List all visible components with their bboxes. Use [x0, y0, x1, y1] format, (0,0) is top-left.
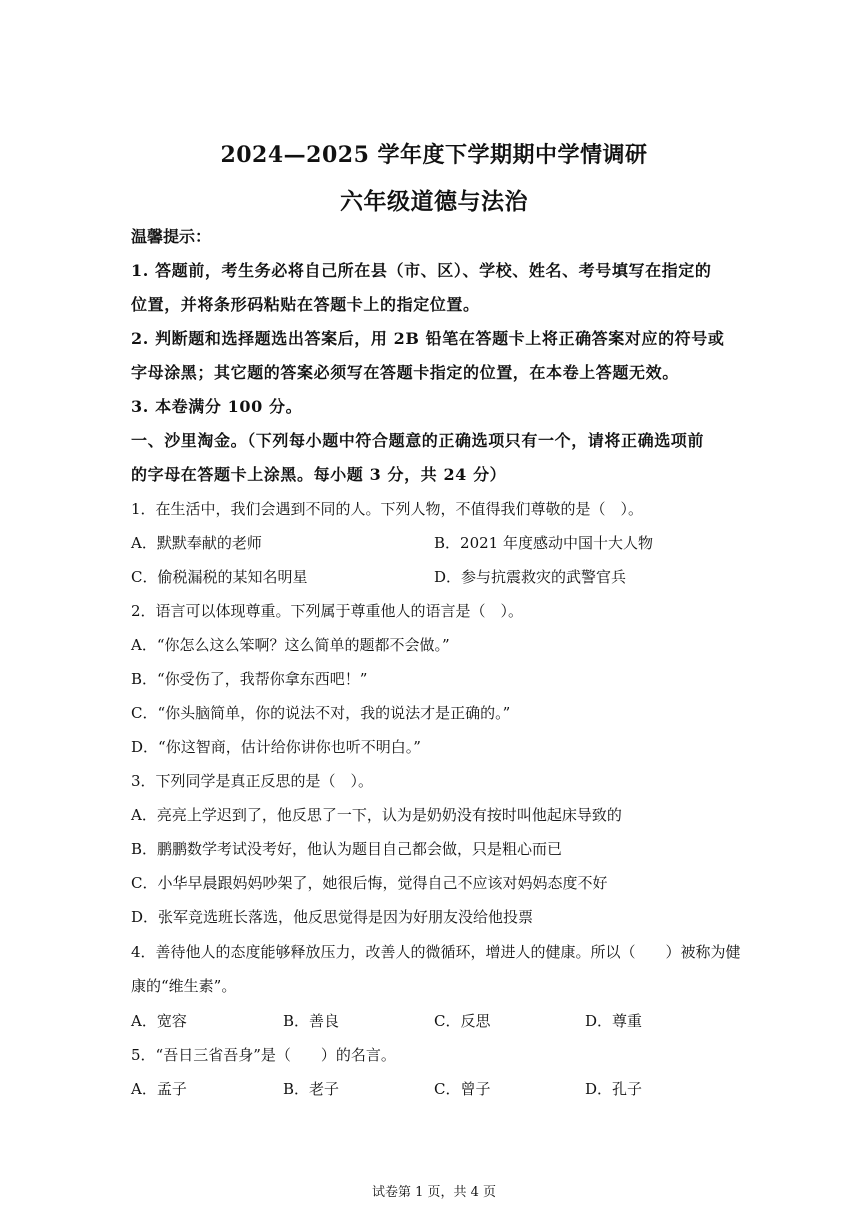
question-option: A．默默奉献的老师	[131, 534, 262, 552]
notice-line: 2. 判断题和选择题选出答案后，用 2B 铅笔在答题卡上将正确答案对应的符号或	[131, 329, 725, 348]
question-option: C．反思	[434, 1012, 491, 1030]
question-stem: 4．善待他人的态度能够释放压力，改善人的微循环，增进人的健康。所以（ ）被称为健	[131, 943, 741, 961]
question-option: D．尊重	[585, 1012, 643, 1030]
question-option: A．“你怎么这么笨啊？这么简单的题都不会做。”	[131, 636, 450, 654]
notice-heading: 温馨提示：	[131, 227, 212, 246]
question-option: A．宽容	[131, 1012, 187, 1030]
question-option: B．善良	[283, 1012, 340, 1030]
question-option: D．“你这智商，估计给你讲你也听不明白。”	[131, 738, 421, 756]
notice-line: 字母涂黑；其它题的答案必须写在答题卡指定的位置，在本卷上答题无效。	[131, 363, 679, 382]
question-option: D．张军竞选班长落选，他反思觉得是因为好朋友没给他投票	[131, 908, 534, 926]
notice-line: 3. 本卷满分 100 分。	[131, 397, 303, 416]
question-option: B．2021 年度感动中国十大人物	[434, 534, 653, 552]
question-option: C．偷税漏税的某知名明星	[131, 568, 308, 586]
question-option: A．孟子	[131, 1080, 187, 1098]
exam-subtitle: 六年级道德与法治	[340, 188, 528, 215]
question-option: A．亮亮上学迟到了，他反思了一下，认为是奶奶没有按时叫他起床导致的	[131, 806, 622, 824]
question-stem: 5．“吾日三省吾身”是（ ）的名言。	[131, 1046, 396, 1064]
notice-line: 1. 答题前，考生务必将自己所在县（市、区）、学校、姓名、考号填写在指定的	[131, 261, 712, 280]
question-option: C．小华早晨跟妈妈吵架了，她很后悔，觉得自己不应该对妈妈态度不好	[131, 874, 608, 892]
section-heading: 一、沙里淘金。（下列每小题中符合题意的正确选项只有一个，请将正确选项前	[131, 431, 705, 450]
question-option: B．鹏鹏数学考试没考好，他认为题目自己都会做，只是粗心而已	[131, 840, 563, 858]
question-option: B．老子	[283, 1080, 340, 1098]
exam-title: 2024—2025 学年度下学期期中学情调研	[220, 142, 648, 168]
question-option: D．参与抗震救灾的武警官兵	[434, 568, 627, 586]
page-footer: 试卷第 1 页，共 4 页	[371, 1185, 497, 1200]
question-option: B．“你受伤了，我帮你拿东西吧！”	[131, 670, 368, 688]
question-stem-continued: 康的“维生素”。	[131, 977, 237, 995]
question-stem: 3．下列同学是真正反思的是（ ）。	[131, 772, 374, 790]
question-stem: 1．在生活中，我们会遇到不同的人。下列人物，不值得我们尊敬的是（ ）。	[131, 500, 644, 518]
question-option: C．“你头脑简单，你的说法不对，我的说法才是正确的。”	[131, 704, 511, 722]
question-option: C．曾子	[434, 1080, 491, 1098]
question-option: D．孔子	[585, 1080, 643, 1098]
question-stem: 2．语言可以体现尊重。下列属于尊重他人的语言是（ ）。	[131, 602, 524, 620]
notice-line: 位置，并将条形码粘贴在答题卡上的指定位置。	[131, 295, 480, 314]
section-heading: 的字母在答题卡上涂黑。每小题 3 分，共 24 分）	[131, 465, 507, 484]
